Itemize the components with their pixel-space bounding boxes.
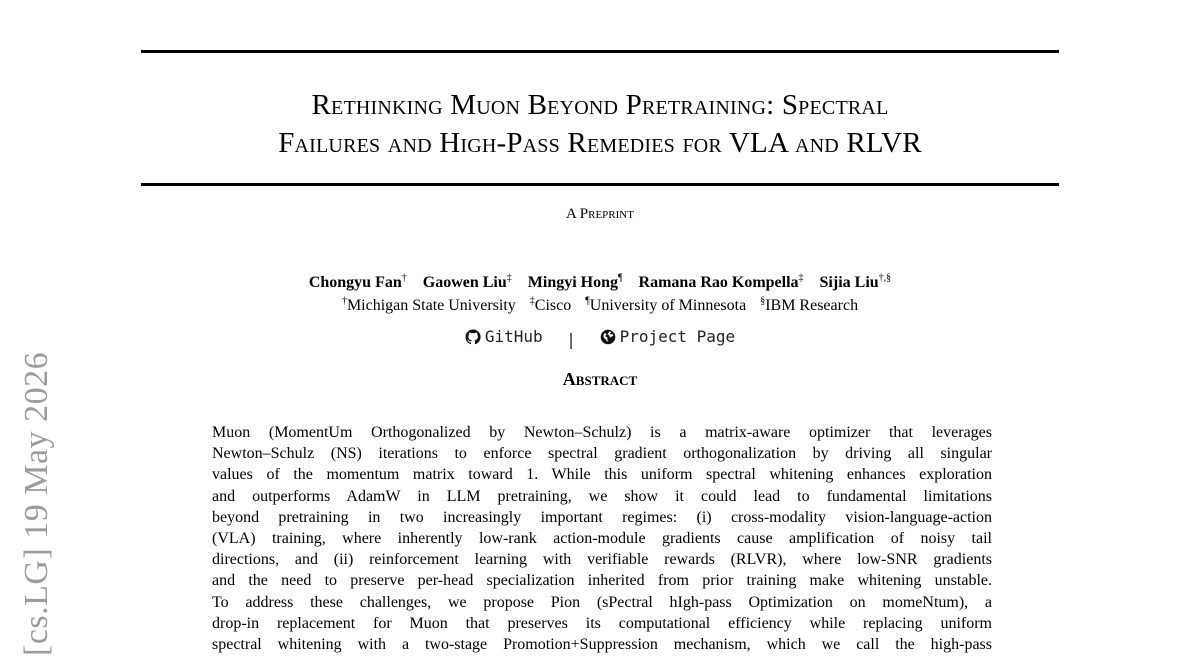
- abstract-line: (VLA) training, where inherently low-rank action-module gradients cause amplification of noisy tail: [212, 530, 992, 548]
- affiliation: ‡Cisco: [529, 296, 572, 315]
- title-line: Failures and High-Pass Remedies for VLA and RLVR: [278, 127, 922, 159]
- abstract-line: directions, and (ii) reinforcement learning with verifiable rewards (RLVR), where low-SNR gradients: [212, 551, 992, 569]
- title-line: Rethinking Muon Beyond Pretraining: Spectral: [311, 89, 889, 121]
- globe-icon: [600, 329, 616, 345]
- link-separator: |: [566, 329, 576, 349]
- affiliation-list: [0, 292, 1200, 316]
- abstract-line: beyond pretraining in two increasingly important regimes: (i) cross-modality vision-language-action: [212, 508, 992, 526]
- abstract-line: and outperforms AdamW in LLM pretraining, we show it could lead to fundamental limitations: [212, 487, 992, 505]
- github-link[interactable]: [465, 327, 543, 346]
- author: Mingyi Hong¶: [527, 273, 623, 292]
- abstract-body: [212, 422, 992, 655]
- abstract-line: Newton–Schulz (NS) iterations to enforce spectral gradient orthogonalization by driving all singular: [212, 445, 992, 463]
- author: Gaowen Liu‡: [422, 273, 512, 292]
- abstract-line: values of the momentum matrix toward 1. While this uniform spectral whitening enhances exploration: [212, 466, 992, 484]
- abstract-line: To address these challenges, we propose Pion (sPectral hIgh-pass Optimization on momeNtum), a: [212, 593, 992, 611]
- affiliation: §IBM Research: [760, 296, 859, 315]
- author: Sijia Liu†,§: [819, 273, 892, 292]
- top-rule: [141, 50, 1059, 53]
- paper-title: [141, 86, 1059, 162]
- bottom-rule: [141, 183, 1059, 186]
- author: Chongyu Fan†: [308, 273, 407, 292]
- author-list: [0, 269, 1200, 293]
- arxiv-stamp: [cs.LG] 19 May 2026: [18, 351, 55, 656]
- abstract-line: Muon (MomentUm Orthogonalized by Newton–Schulz) is a matrix-aware optimizer that leverages: [212, 424, 992, 441]
- github-icon: [465, 329, 481, 345]
- project-page-label: Project Page: [619, 327, 736, 346]
- affiliation: ¶University of Minnesota: [585, 296, 747, 315]
- author: Ramana Rao Kompella‡: [638, 273, 804, 292]
- affiliation: †Michigan State University: [341, 296, 516, 315]
- project-page-link[interactable]: [600, 327, 736, 346]
- arxiv-stamp-container: [18, 0, 68, 656]
- abstract-line: spectral whitening with a two-stage Promotion+Suppression mechanism, which we call the high-pass: [212, 636, 992, 654]
- abstract-heading: Abstract: [562, 369, 638, 389]
- link-row: [0, 327, 1200, 349]
- abstract-line: and the need to preserve per-head specialization inherited from prior training make whitening unstable.: [212, 572, 992, 590]
- preprint-label: A Preprint: [566, 206, 634, 222]
- abstract-line: drop-in replacement for Muon that preserves its computational efficiency while replacing uniform: [212, 614, 992, 632]
- github-link-label: GitHub: [484, 327, 543, 346]
